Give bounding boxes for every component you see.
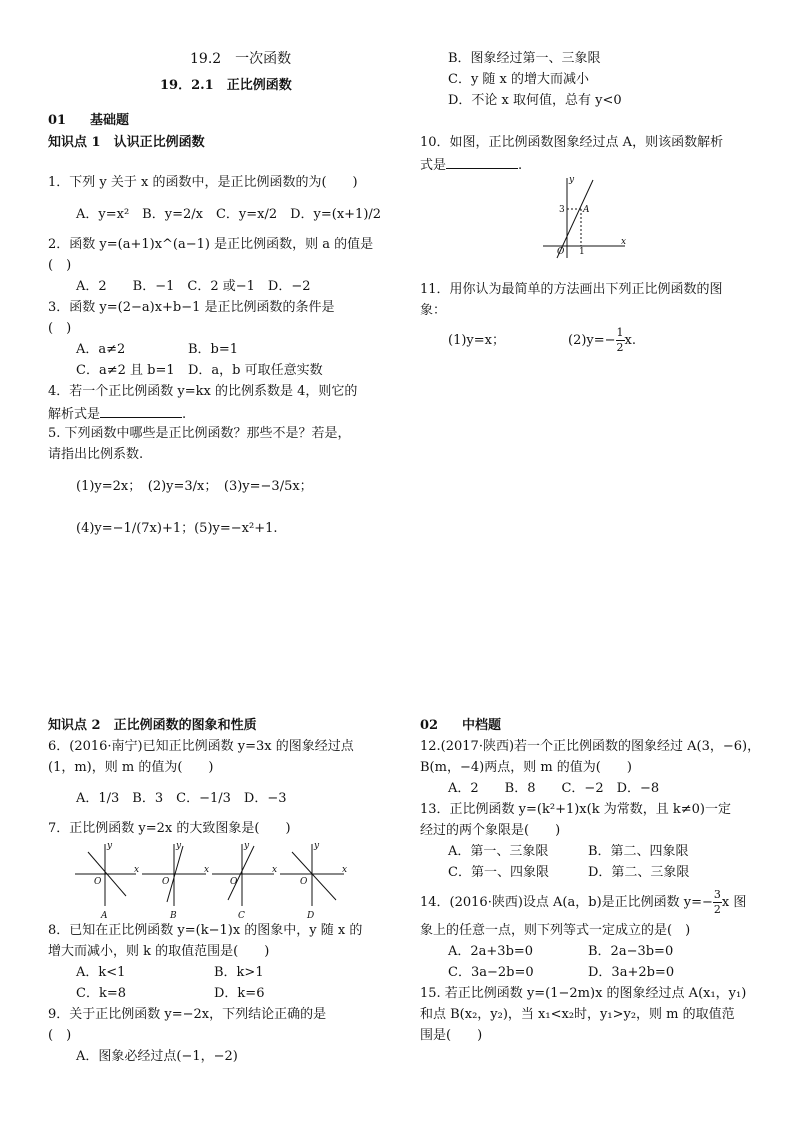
x-axis-label: x — [621, 237, 627, 247]
tick-y-label: 3 — [559, 205, 565, 215]
q7-graph-a — [75, 841, 139, 921]
q9-option-c: C．y 随 x 的增大而减小 — [448, 72, 590, 87]
section-02-label: 中档题 — [462, 718, 502, 733]
q9-option-d: D．不论 x 取何值，总有 y<0 — [448, 93, 622, 108]
q6-line2: (1，m)，则 m 的值为( ) — [48, 760, 214, 775]
q11-line1: 11．用你认为最简单的方法画出下列正比例函数的图 — [420, 282, 723, 297]
q12-line1: 12.(2017·陕西)若一个正比例函数的图象经过 A(3，−6)， — [420, 739, 761, 754]
q7-graph-d — [280, 841, 347, 921]
q2-line2: ( ) — [48, 258, 72, 273]
section-02-number: 02 — [420, 718, 439, 733]
q15-line3: 围是( ) — [420, 1028, 483, 1043]
tick-x-label: 1 — [579, 247, 585, 257]
q13-option-c: C．第一、四象限 — [448, 865, 549, 880]
q4-line1: 4．若一个正比例函数 y=kx 的比例系数是 4，则它的 — [48, 384, 358, 399]
q7-graph-options — [70, 838, 350, 920]
knowledge-point-2: 知识点 2 正比例函数的图象和性质 — [48, 718, 257, 733]
q13-line2: 经过的两个象限是( ) — [420, 823, 561, 838]
svg-text:x: x — [342, 865, 348, 875]
q8-option-d: D．k=6 — [214, 986, 265, 1001]
q6-options: A．1/3 B．3 C．−1/3 D．−3 — [76, 791, 287, 806]
q15-line1: 15. 若正比例函数 y=(1−2m)x 的图象经过点 A(x₁，y₁) — [420, 986, 747, 1001]
svg-text:x: x — [134, 865, 140, 875]
q13-option-d: D．第二、三象限 — [588, 865, 690, 880]
q9-option-b: B．图象经过第一、三象限 — [448, 51, 601, 66]
q7-label-a: A — [101, 911, 108, 921]
q2-options: A．2 B．−1 C．2 或−1 D．−2 — [76, 279, 311, 294]
q8-line1: 8．已知在正比例函数 y=(k−1)x 的图象中，y 随 x 的 — [48, 923, 363, 938]
q9-option-a: A．图象必经过点(−1，−2) — [76, 1049, 238, 1064]
svg-text:x: x — [272, 865, 278, 875]
q10-line1: 10．如图，正比例函数图象经过点 A，则该函数解析 — [420, 135, 724, 150]
origin-label: O — [557, 247, 565, 257]
q11-line2: 象： — [420, 303, 447, 318]
q1-stem: 1．下列 y 关于 x 的函数中，是正比例函数的为( ) — [48, 175, 358, 190]
svg-text:y: y — [244, 841, 250, 851]
q14-option-c: C．3a−2b=0 — [448, 965, 534, 980]
q3-option-c: C．a≠2 且 b=1 — [76, 363, 175, 378]
q7-stem: 7．正比例函数 y=2x 的大致图象是( ) — [48, 821, 291, 836]
q13-line1: 13．正比例函数 y=(k²+1)x(k 为常数，且 k≠0)一定 — [420, 802, 731, 817]
q10-figure — [535, 174, 635, 262]
svg-text:y: y — [176, 841, 182, 851]
q9-line1: 9．关于正比例函数 y=−2x，下列结论正确的是 — [48, 1007, 327, 1022]
y-axis-label: y — [569, 175, 575, 185]
q3-option-b: B．b=1 — [188, 342, 239, 357]
svg-text:O: O — [300, 877, 308, 887]
svg-text:y: y — [314, 841, 320, 851]
q12-line2: B(m，−4)两点，则 m 的值为( ) — [420, 760, 632, 775]
graph-line — [228, 846, 254, 900]
q7-label-d: D — [307, 911, 315, 921]
section-title: 19.2 一次函数 — [190, 51, 292, 67]
q3-option-d: D．a，b 可取任意实数 — [188, 363, 323, 378]
q15-line2: 和点 B(x₂，y₂)，当 x₁<x₂时，y₁>y₂，则 m 的取值范 — [420, 1007, 735, 1022]
q3-line2: ( ) — [48, 321, 72, 336]
svg-text:y: y — [107, 841, 113, 851]
section-01-number: 01 — [48, 113, 67, 128]
q7-label-c: C — [238, 911, 245, 921]
q14-option-a: A．2a+3b=0 — [448, 944, 534, 959]
q5-items-1: (1)y=2x； (2)y=3/x； (3)y=−3/5x； — [76, 479, 313, 494]
q14-line1: 14．(2016·陕西)设点 A(a，b)是正比例函数 y=− $\frac{3}{2}$ x 图 — [420, 888, 747, 916]
q7-label-b: B — [170, 911, 177, 921]
q14-option-d: D．3a+2b=0 — [588, 965, 675, 980]
q8-option-b: B．k>1 — [214, 965, 264, 980]
q14-line2: 象上的任意一点，则下列等式一定成立的是( ) — [420, 923, 691, 938]
point-a-label: A — [583, 205, 590, 215]
svg-text:O: O — [230, 877, 238, 887]
q5-items-2: (4)y=−1/(7x)+1；(5)y=−x²+1. — [76, 521, 278, 536]
q9-line2: ( ) — [48, 1028, 72, 1043]
q8-option-a: A．k<1 — [76, 965, 126, 980]
svg-text:O: O — [94, 877, 102, 887]
q1-options: A．y=x² B．y=2/x C．y=x/2 D．y=(x+1)/2 — [76, 207, 382, 222]
q2-line1: 2．函数 y=(a+1)x^(a−1) 是正比例函数，则 a 的值是 — [48, 237, 374, 252]
section-01-label: 基础题 — [90, 113, 130, 128]
q3-line1: 3．函数 y=(2−a)x+b−1 是正比例函数的条件是 — [48, 300, 335, 315]
q4-line2: 解析式是 . — [48, 404, 186, 424]
q6-line1: 6．(2016·南宁)已知正比例函数 y=3x 的图象经过点 — [48, 739, 354, 754]
q8-line2: 增大而减小，则 k 的取值范围是( ) — [48, 944, 270, 959]
q14-option-b: B．2a−3b=0 — [588, 944, 674, 959]
q5-line2: 请指出比例系数. — [48, 447, 144, 462]
q11-item-1: (1)y=x； — [448, 333, 505, 348]
q13-option-b: B．第二、四象限 — [588, 844, 689, 859]
q7-graph-b — [142, 841, 209, 921]
svg-text:O: O — [162, 877, 170, 887]
q7-graph-c — [212, 841, 277, 921]
q3-option-a: A．a≠2 — [76, 342, 126, 357]
q10-line2: 式是 . — [420, 155, 522, 175]
q11-item-2: (2)y=− $\frac{1}{2}$ x. — [568, 326, 637, 354]
knowledge-point-1: 知识点 1 认识正比例函数 — [48, 135, 205, 150]
q12-options: A．2 B．8 C．−2 D．−8 — [448, 781, 660, 796]
graph-line — [292, 852, 336, 900]
subsection-title: 19．2.1 正比例函数 — [160, 78, 292, 93]
q8-option-c: C．k=8 — [76, 986, 126, 1001]
q5-line1: 5. 下列函数中哪些是正比例函数？那些不是？若是， — [48, 426, 351, 441]
svg-text:x: x — [204, 865, 210, 875]
q13-option-a: A．第一、三象限 — [448, 844, 549, 859]
